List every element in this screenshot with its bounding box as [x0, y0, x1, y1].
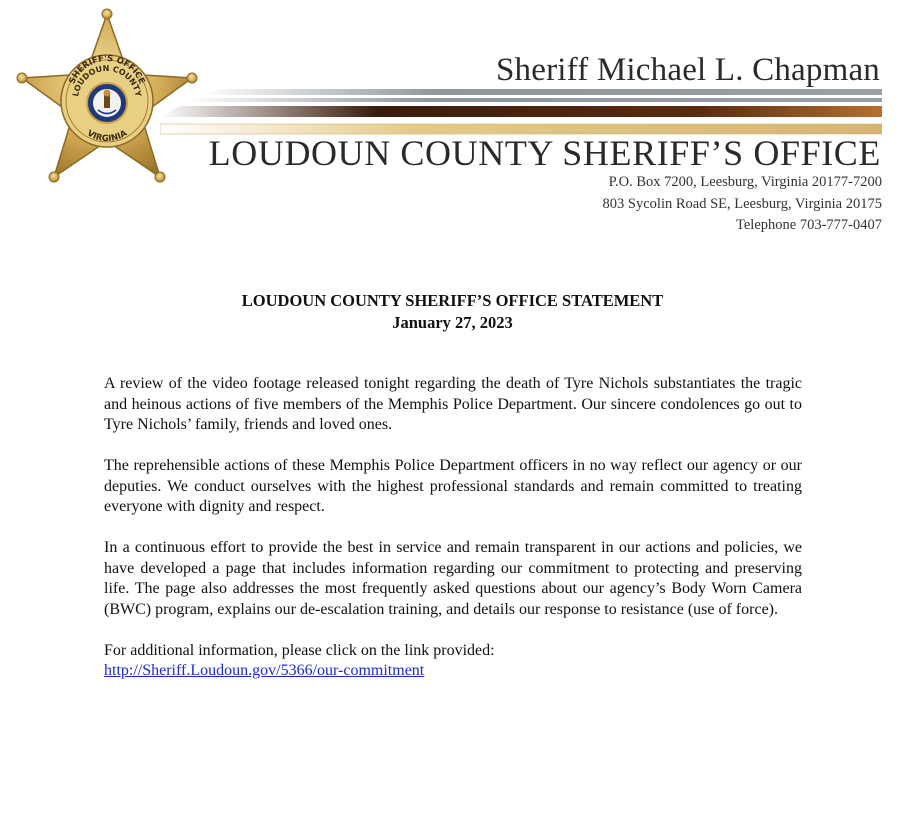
paragraph-1: A review of the video footage released tonight regarding the death of Tyre Nichols substantiates the tragic and heinous actions of five members of the Memphis Police Department. Our sincere condolences go out to Tyre Nichols’ family, friends and loved ones.	[104, 375, 802, 433]
closing-text: For additional information, please click on the link provided:	[104, 641, 495, 659]
closing-paragraph	[104, 641, 802, 682]
telephone: Telephone 703-777-0407	[736, 217, 882, 233]
paragraph-3: In a continuous effort to provide the best in service and remain transparent in our actions and policies, we have developed a page that includes information regarding our commitment to protecting and preserving life. The page also addresses the most frequently asked questions about our agency’s Body Worn Camera (BWC) program, explains our de-escalation training, and details our response to resistance (use of force).	[104, 539, 802, 618]
svg-text:SHERIFF'S OFFICE: SHERIFF'S OFFICE	[67, 53, 147, 86]
statement-title: LOUDOUN COUNTY SHERIFF’S OFFICE STATEMENT	[241, 291, 664, 310]
address-po-box: P.O. Box 7200, Leesburg, Virginia 20177-7200	[608, 174, 882, 190]
svg-text:VIRGINIA: VIRGINIA	[85, 128, 129, 145]
address-street: 803 Sycolin Road SE, Leesburg, Virginia 20175	[602, 196, 882, 212]
paragraph-2: The reprehensible actions of these Memphis Police Department officers in no way reflect our agency or our deputies. We conduct ourselves with the highest professional standards and remain committed to treating everyone with dignity and respect.	[104, 457, 802, 515]
statement-date: January 27, 2023	[392, 313, 513, 332]
header-stripes	[160, 89, 882, 137]
office-name: LOUDOUN COUNTY SHERIFF’S OFFICE	[208, 133, 881, 173]
sheriff-name: Sheriff Michael L. Chapman	[496, 52, 880, 88]
commitment-link[interactable]: http://Sheriff.Loudoun.gov/5366/our-commitment	[104, 662, 425, 679]
svg-text:LOUDOUN COUNTY: LOUDOUN COUNTY	[71, 63, 143, 98]
statement-body	[104, 374, 802, 682]
